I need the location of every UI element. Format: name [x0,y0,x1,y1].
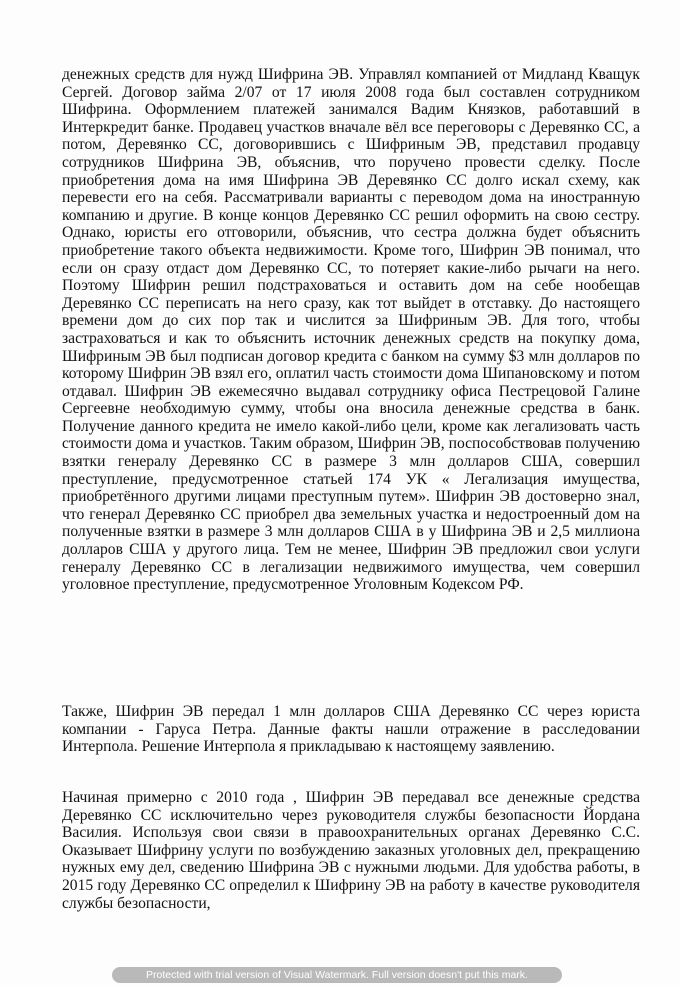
body-paragraph-1 [62,66,640,594]
paragraph-text: Также, Шифрин ЭВ передал 1 млн долларов США Деревянко СС через юриста компании - Гаруса Петра. Данные факты нашли отражение в расследовании Интерпола. Решение Интерпола я прикладываю к настоящему заявлению. [62,703,640,756]
paragraph-text: Начиная примерно с 2010 года , Шифрин ЭВ передавал все денежные средства Деревянко СС исключительно через руководителя службы безопасности Йордана Василия. Используя свои связи в правоохранительных органах Деревянко С.С. Оказывает Шифрину услуги по возбуждению заказных уголовных дел, прекращению нужных ему дел, сведению Шифрина ЭВ с нужными людьми. Для удобства работы, в 2015 году Деревянко СС определил к Шифрину ЭВ на работу в качестве руководителя службы безопасности, [62,789,640,912]
trial-watermark-banner: Protected with trial version of Visual Watermark. Full version doesn't put this mark. [112,967,562,983]
paragraph-text: денежных средств для нужд Шифрина ЭВ. Управлял компанией от Мидланд Кващук Сергей. Договор займа 2/07 от 17 июля 2008 года был составлен сотрудником Шифрина. Оформлением платежей занимался Вадим Князков, работавший в Интеркредит банке. Продавец участков вначале вёл все переговоры с Деревянко СС, а потом, Деревянко СС, договорившись с Шифриным ЭВ, представил продавцу сотрудников Шифрина ЭВ, объяснив, что поручено провести сделку. После приобретения дома на имя Шифрина ЭВ Деревянко СС долго искал схему, как перевести его на себя. Рассматривали варианты с переводом дома на иностранную компанию и другие. В конце концов Деревянко СС решил оформить на свою сестру. Однако, юристы его отговорили, объяснив, что сестра должна будет объяснить приобретение такого объекта недвижимости. Кроме того, Шифрин ЭВ понимал, что если он сразу отдаст дом Деревянко СС, то потеряет какие-либо рычаги на него. Поэтому Шифрин решил подстраховаться и оставить дом на себе нообещав Деревянко СС переписать на него сразу, как тот выйдет в отставку. До настоящего времени дом до сих пор так и числится за Шифриным ЭВ. Для того, чтобы застраховаться и как то объяснить источник денежных средств на покупку дома, Шифриным ЭВ был подписан договор кредита с банком на сумму $3 млн долларов по которому Шифрин ЭВ взял его, оплатил часть стоимости дома Шипановскому и потом отдавал. Шифрин ЭВ ежемесячно выдавал сотруднику офиса Пестрецовой Галине Сергеевне необходимую сумму, чтобы она вносила денежные средства в банк. Получение данного кредита не имело какой-либо цели, кроме как легализовать часть стоимости дома и участков. Таким образом, Шифрин ЭВ, поспособствовав получению взятки генералу Деревянко СС в размере 3 млн долларов США, совершил преступление, предусмотренное статьей 174 УК « Легализация имущества, приобретённого другими лицами преступным путем». Шифрин ЭВ достоверно знал, что генерал Деревянко СС приобрел два земельных участка и недостроенный дом на полученные взятки в размере 3 млн долларов США в у Шифрина ЭВ и 2,5 миллиона долларов США у другого лица. Тем не менее, Шифрин ЭВ предложил свои услуги генералу Деревянко СС в легализации недвижимого имущества, чем совершил уголовное преступление, предусмотренное Уголовным Кодексом РФ. [62,66,640,594]
body-paragraph-3 [62,789,640,912]
body-paragraph-2 [62,703,640,756]
